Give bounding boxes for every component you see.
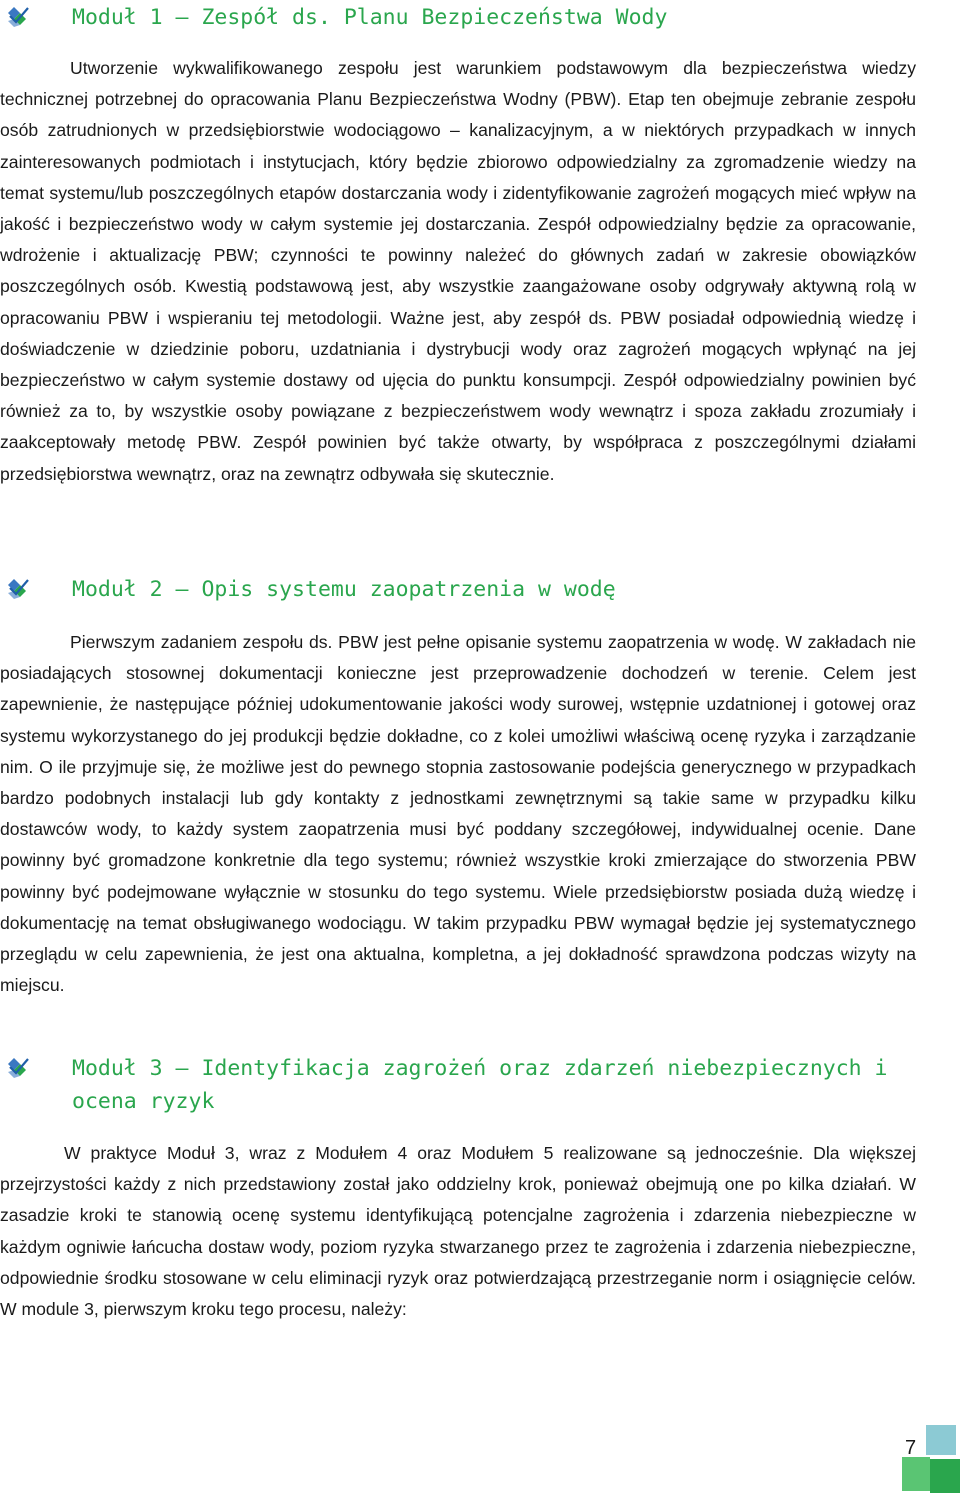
page-number: 7 — [905, 1437, 917, 1459]
section-3-heading — [0, 1052, 900, 1118]
diamond-check-bullet-icon — [0, 573, 34, 603]
section-2-text: Pierwszym zadaniem zespołu ds. PBW jest pełne opisanie systemu zaopatrzenia w wodę. W zakładach nie posiadających stosownej dokumentacji konieczne jest przeprowadzenie dochodzeń w terenie. Celem jest zapewnienie, że następujące później udokumentowanie jakości wody surowej, wstępnie uzdatnionej i gotowej oraz systemu wykorzystanego do jej produkcji będzie dokładne, co z kolei umożliwi właściwą ocenę ryzyka i zarządzanie nim. O ile przyjmuje się, że możliwe jest do pewnego stopnia zastosowanie podejścia generycznego w przypadkach bardzo podobnych instalacji lub gdy kontakty z jednostkami zewnętrznymi są takie same w przypadku kilku dostawców wody, to każdy system zaopatrzenia musi być poddany szczegółowej, indywidualnej ocenie. Dane powinny być gromadzone konkretnie dla tego systemu; również wszystkie kroki zmierzające do stworzenia PBW powinny być podejmowane wyłącznie w stosunku do tego systemu. Wiele przedsiębiorstw posiada dużą wiedzę i dokumentację na temat obsługiwanego wodociągu. W takim przypadku PBW wymagał będzie jej systematycznego przeglądu w celu zapewnienia, że jest ona aktualna, kompletna, a jej dokładność sprawdzona podczas wizyty na miejscu. — [0, 632, 916, 996]
diamond-check-bullet-icon — [0, 1, 34, 31]
section-1-text: Utworzenie wykwalifikowanego zespołu jest warunkiem podstawowym dla bezpieczeństwa wiedzy technicznej potrzebnej do opracowania Planu Bezpieczeństwa Wodny (PBW). Etap ten obejmuje zebranie zespołu osób zatrudnionych w przedsiębiorstwie wodociągowo – kanalizacyjnym, a w niektórych przypadkach w innych zainteresowanych podmiotach i instytucjach, który będzie zbiorowo odpowiedzialny za zgromadzenie wiedzy na temat systemu/lub poszczególnych etapów dostarczania wody i zidentyfikowanie zagrożeń mogących mieć wpływ na jakość i bezpieczeństwo wody w całym systemie jej dostarczania. Zespół odpowiedzialny będzie za opracowanie, wdrożenie i aktualizację PBW; czynności te powinny należeć do głównych zadań w zakresie obowiązków poszczególnych osób. Kwestią podstawową jest, aby wszystkie zaangażowane osoby odgrywały aktywną rolą w opracowaniu PBW i wspieraniu tej metodologii. Ważne jest, aby zespół ds. PBW posiadał odpowiednią wiedzę i doświadczenie w dziedzinie poboru, uzdatniania i dystrybucji wody oraz zagrożeń mogących wpłynąć na jej bezpieczeństwo w całym systemie dostawy od ujęcia do punktu konsumpcji. Zespół odpowiedzialny powinien być również za to, by wszystkie osoby powiązane z bezpieczeństwem wody wewnątrz i spoza zakładu zrozumiały i zaakceptowały metodę PBW. Zespół powinien być także otwarty, by współpraca z poszczególnymi działami przedsiębiorstwa wewnątrz, oraz na zewnątrz odbywała się skutecznie. — [0, 58, 916, 484]
section-3-text: W praktyce Moduł 3, wraz z Modułem 4 oraz Modułem 5 realizowane są jednocześnie. Dla większej przejrzystości każdy z nich przedstawiony został jako oddzielny krok, ponieważ obejmują one po kilka działań. W zasadzie kroki te stanowią ocenę systemu identyfikującą potencjalne zagrożenia i zdarzenia niebezpieczne w każdym ogniwie łańcucha dostaw wody, poziom ryzyka stwarzanego przez te zagrożenia i zdarzenia niebezpieczne, odpowiednie środku stosowane w celu eliminacji ryzyk oraz potwierdzającą przestrzeganie norm i osiągnięcie celów. W module 3, pierwszym kroku tego procesu, należy: — [0, 1143, 916, 1320]
section-1-title: Moduł 1 – Zespół ds. Planu Bezpieczeństwa Wody — [72, 5, 668, 30]
section-2-title: Moduł 2 – Opis systemu zaopatrzenia w wodę — [72, 577, 616, 602]
section-1-heading — [0, 1, 930, 34]
section-3-paragraph — [0, 1138, 916, 1325]
section-3-title: Moduł 3 – Identyfikacja zagrożeń oraz zdarzeń niebezpiecznych i ocena ryzyk — [72, 1056, 888, 1114]
diamond-check-bullet-icon — [0, 1052, 34, 1082]
section-2-heading — [0, 573, 930, 606]
section-1-paragraph — [0, 53, 916, 490]
section-2-paragraph — [0, 627, 916, 1001]
